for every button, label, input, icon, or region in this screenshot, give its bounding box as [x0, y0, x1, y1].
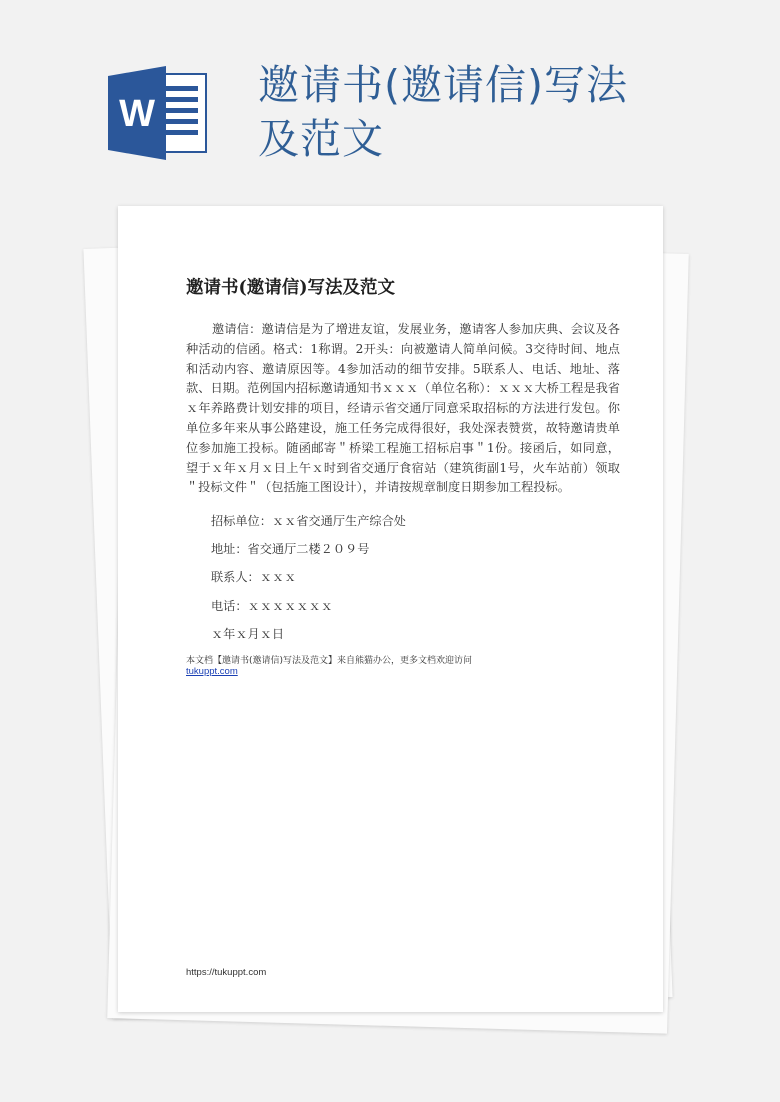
- document-page: [118, 206, 663, 1012]
- word-document-icon: [108, 66, 208, 160]
- phone-line: 电话：ｘｘｘｘｘｘｘ: [211, 599, 333, 613]
- address-line: 地址：省交通厅二楼２０９号: [211, 542, 370, 556]
- source-link[interactable]: tukuppt.com: [186, 666, 238, 677]
- contact-line: 联系人：ｘｘｘ: [211, 570, 297, 584]
- bidder-line: 招标单位：ｘｘ省交通厅生产综合处: [211, 514, 406, 528]
- header-title-line1: 邀请书(邀请信)写法: [258, 61, 628, 109]
- header-title: [258, 58, 698, 166]
- document-body: 邀请信：邀请信是为了增进友谊，发展业务，邀请客人参加庆典、会议及各种活动的信函。格式：1称谓。2开头：向被邀请人简单问候。3交待时间、地点和活动内容、邀请原因等。4参加活动的细节安排。5联系人、电话、地址、落款、日期。范例国内招标邀请通知书ｘｘｘ（单位名称）：ｘｘｘ大桥工程是我省ｘ年养路费计划安排的项目，经请示省交通厅同意采取招标的方法进行发包。你单位多年来从事公路建设，施工任务完成得很好，我处深表赞赏，故特邀请贵单位参加施工投标。随函邮寄＂桥梁工程施工招标启事＂1份。接函后，如同意，望于ｘ年ｘ月ｘ日上午ｘ时到省交通厅食宿站（建筑街副1号，火车站前）领取＂投标文件＂（包括施工图设计），并请按规章制度日期参加工程投标。: [186, 322, 620, 495]
- header-title-line2: 及范文: [258, 115, 384, 163]
- date-line: ｘ年ｘ月ｘ日: [211, 627, 285, 641]
- svg-text:W: W: [119, 93, 155, 135]
- source-note: 本文档【邀请书(邀请信)写法及范文】来自熊猫办公，更多文档欢迎访问: [186, 656, 473, 666]
- document-title: 邀请书(邀请信)写法及范文: [186, 278, 396, 298]
- page-footer-url: https://tukuppt.com: [186, 967, 267, 978]
